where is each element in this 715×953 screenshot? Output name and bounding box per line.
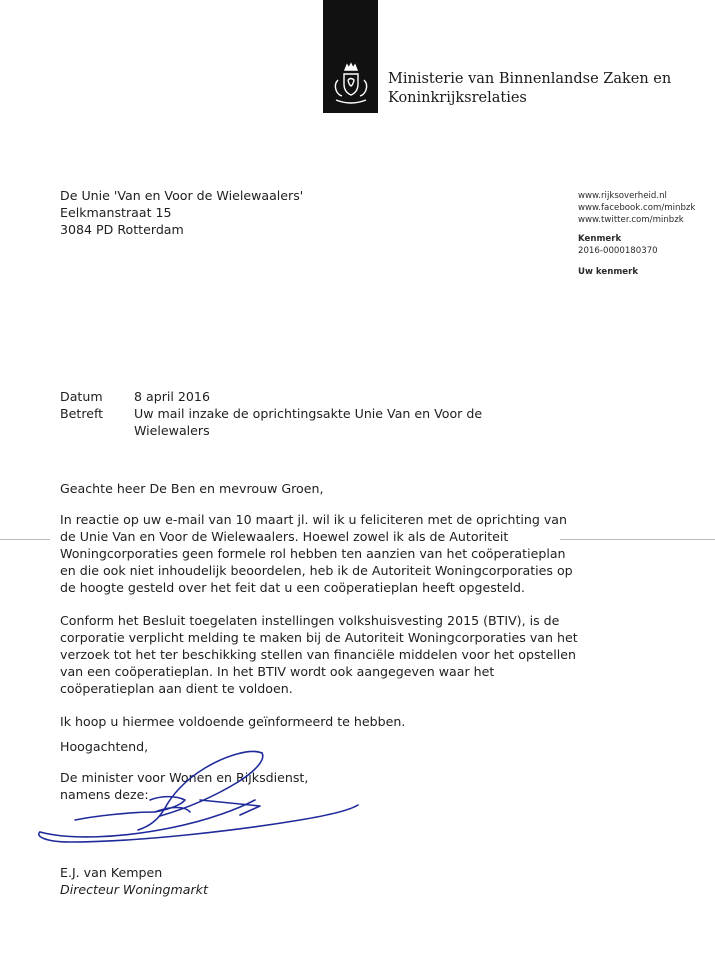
recipient-street: Eelkmanstraat 15	[60, 205, 172, 220]
recipient-address	[60, 187, 303, 238]
paragraph-2-line: coöperatieplan aan dient te voldoen.	[60, 681, 293, 696]
letter-meta	[60, 388, 554, 439]
datum-row	[60, 388, 554, 405]
kenmerk-label: Kenmerk	[578, 234, 622, 244]
paragraph-1-line: de hoogte gesteld over het feit dat u een coöperatieplan heeft opgesteld.	[60, 580, 525, 595]
scan-artifact-line	[0, 539, 50, 540]
paragraph-1-line: In reactie op uw e-mail van 10 maart jl. wil ik u feliciteren met de oprichting van	[60, 512, 568, 527]
paragraph-1	[60, 511, 580, 596]
closing	[60, 738, 308, 803]
royal-coat-of-arms-icon	[330, 60, 372, 108]
betreft-value	[134, 405, 554, 439]
paragraph-2-line: Conform het Besluit toegelaten instellingen volkshuisvesting 2015 (BTIV), is de	[60, 613, 560, 628]
on-behalf-line: namens deze:	[60, 787, 149, 802]
kenmerk-value: 2016-0000180370	[578, 246, 658, 256]
regards: Hoogachtend,	[60, 739, 149, 754]
paragraph-2	[60, 612, 580, 697]
betreft-row	[60, 405, 554, 439]
ministry-line-1: Ministerie van Binnenlandse Zaken en	[388, 71, 672, 87]
paragraph-3: Ik hoop u hiermee voldoende geïnformeerd te hebben.	[60, 714, 406, 729]
recipient-name: De Unie 'Van en Voor de Wielewaalers'	[60, 188, 304, 203]
ministry-name	[388, 70, 671, 108]
signatory-role: De minister voor Wonen en Rijksdienst,	[60, 770, 309, 785]
paragraph-2-line: corporatie verplicht melding te maken bij de Autoriteit Woningcorporaties van het	[60, 630, 578, 645]
paragraph-1-line: de Unie Van en Voor de Wielewaalers. Hoewel zowel ik als de Autoriteit	[60, 529, 509, 544]
datum-label: Datum	[60, 389, 103, 404]
signer-name: E.J. van Kempen	[60, 865, 163, 880]
greeting: Geachte heer De Ben en mevrouw Groen,	[60, 481, 324, 496]
paragraph-1-line: Woningcorporaties geen formele rol hebben ten aanzien van het coöperatieplan	[60, 546, 566, 561]
betreft-label: Betreft	[60, 406, 104, 421]
letter-body	[60, 480, 580, 746]
datum-value: 8 april 2016	[134, 389, 210, 404]
uw-kenmerk-label: Uw kenmerk	[578, 267, 639, 277]
facebook-link[interactable]: www.facebook.com/minbzk	[578, 203, 696, 213]
paragraph-2-line: van een coöperatieplan. In het BTIV wordt ook aangegeven waar het	[60, 664, 495, 679]
paragraph-1-line: en die ook niet inhoudelijk beoordelen, heb ik de Autoriteit Woningcorporaties op	[60, 563, 573, 578]
scan-artifact-line	[560, 539, 715, 540]
betreft-line-1: Uw mail inzake de oprichtingsakte Unie Van en Voor de	[134, 406, 483, 421]
sender-sidebar	[578, 190, 695, 278]
website-link[interactable]: www.rijksoverheid.nl	[578, 191, 667, 201]
twitter-link[interactable]: www.twitter.com/minbzk	[578, 215, 684, 225]
signer	[60, 864, 208, 898]
signer-title: Directeur Woningmarkt	[60, 882, 208, 897]
recipient-city: 3084 PD Rotterdam	[60, 222, 184, 237]
ministry-line-2: Koninkrijksrelaties	[388, 90, 527, 106]
paragraph-2-line: verzoek tot het ter beschikking stellen van financiële middelen voor het opstellen	[60, 647, 576, 662]
betreft-line-2: Wielewalers	[134, 423, 210, 438]
